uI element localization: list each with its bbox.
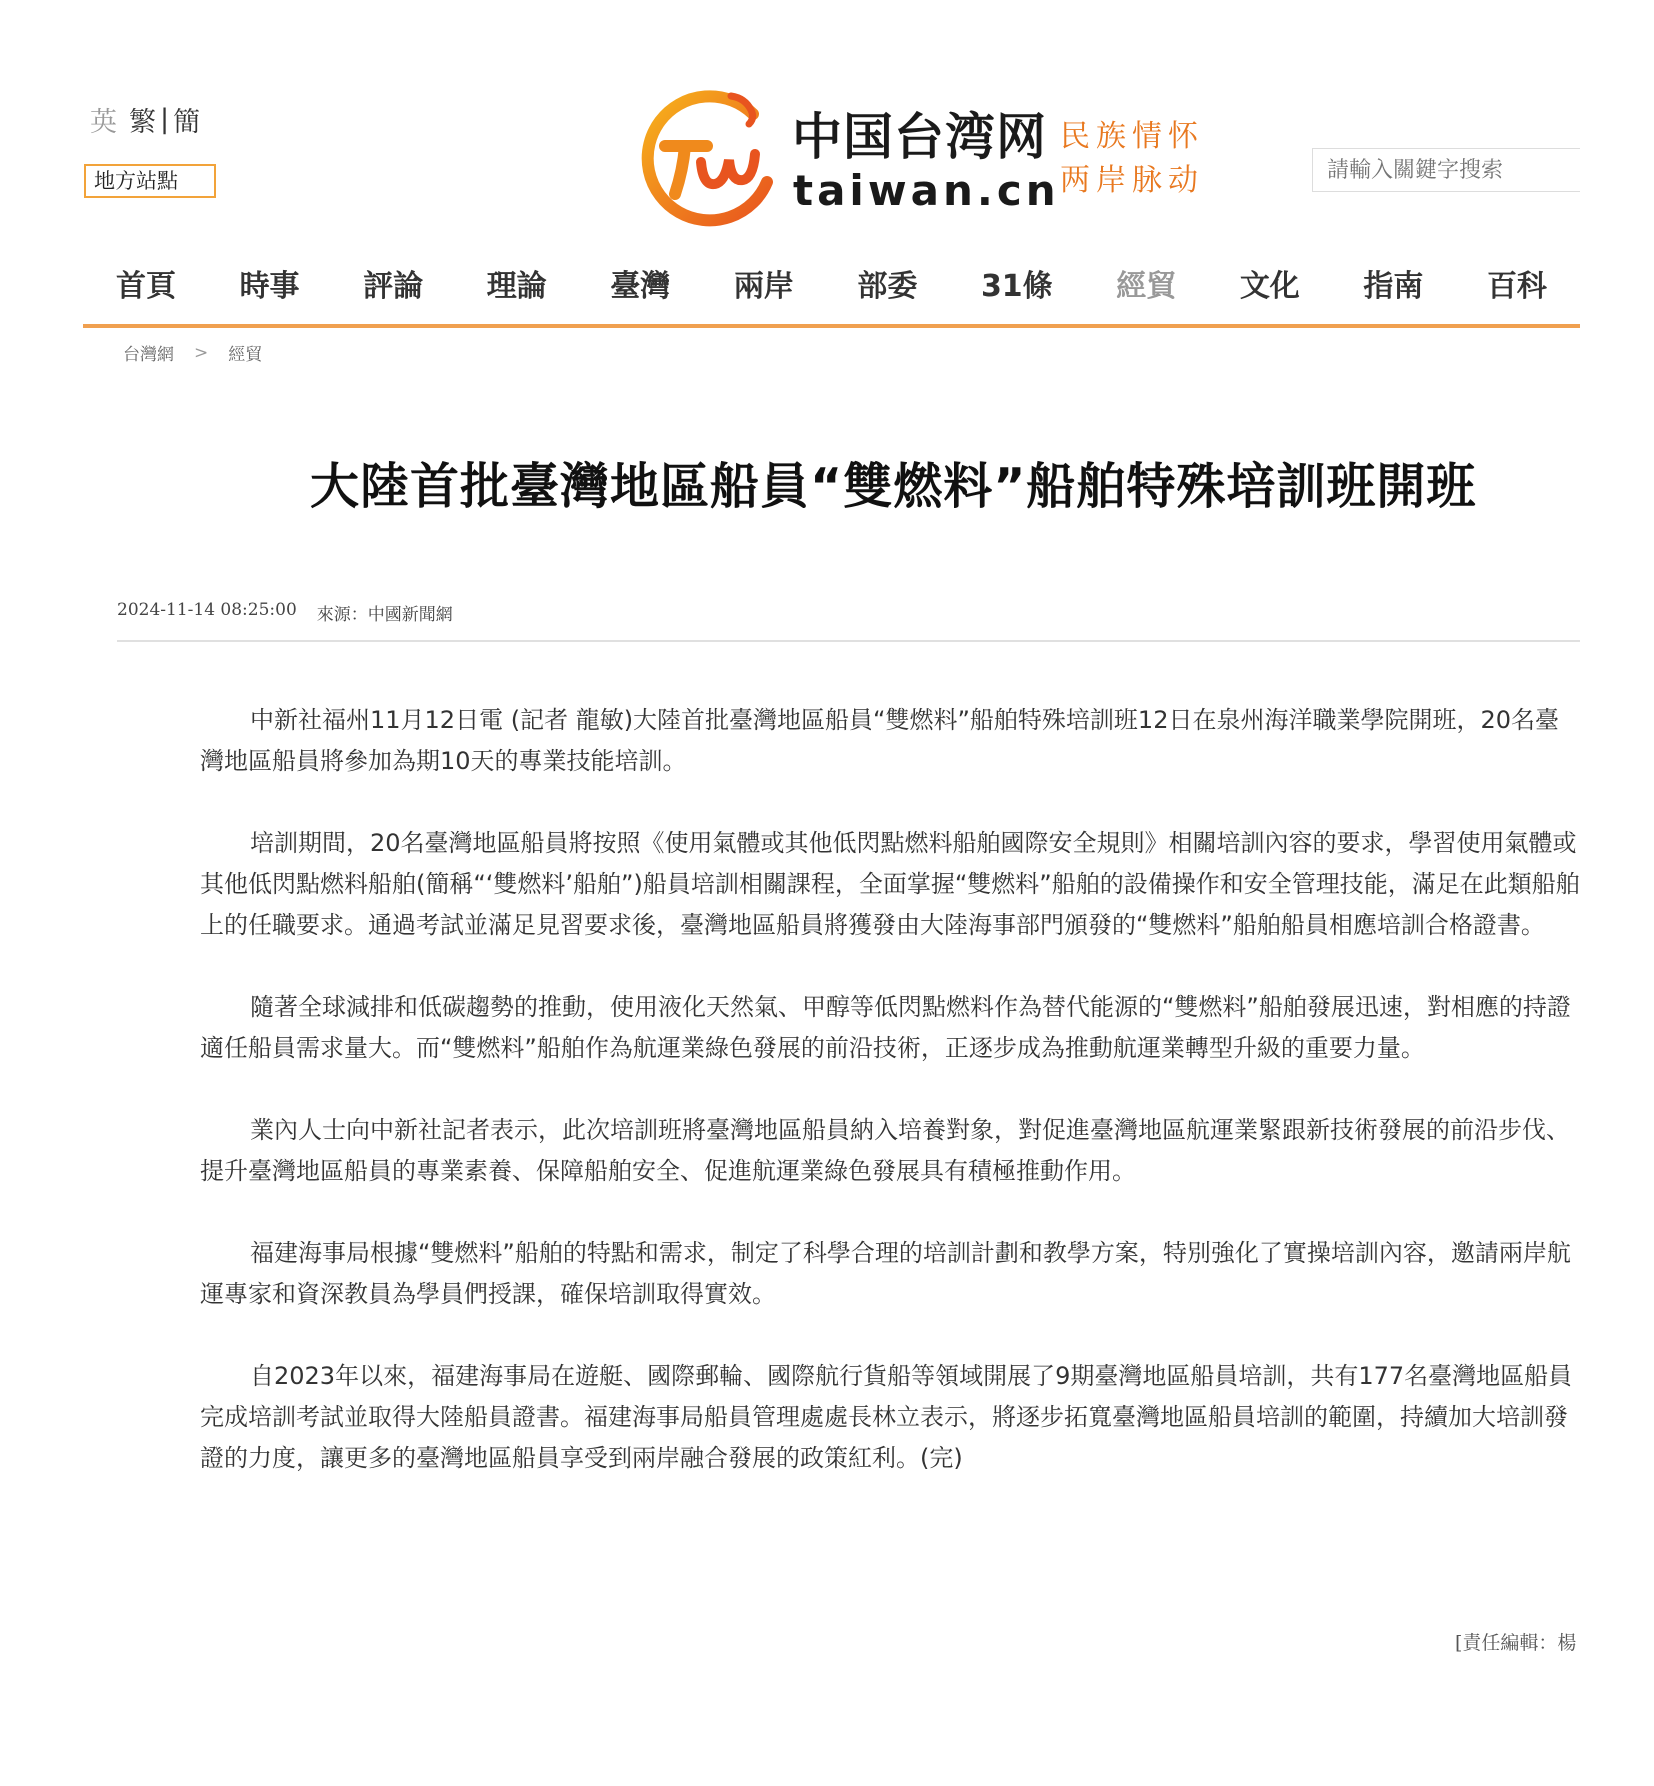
breadcrumb [123, 340, 262, 365]
article-paragraph: 隨著全球減排和低碳趨勢的推動，使用液化天然氣、甲醇等低閃點燃料作為替代能源的“雙燃料”船舶發展迅速，對相應的持證適任船員需求量大。而“雙燃料”船舶作為航運業綠色發展的前沿技術，正逐步成為推動航運業轉型升級的重要力量。 [200, 993, 1571, 1062]
article-paragraph: 福建海事局根據“雙燃料”船舶的特點和需求，制定了科學合理的培訓計劃和教學方案，特別強化了實操培訓內容，邀請兩岸航運專家和資深教員為學員們授課，確保培訓取得實效。 [200, 1239, 1571, 1308]
nav-item-theory[interactable]: 理論 [486, 269, 547, 304]
lang-simplified-link[interactable]: 簡 [173, 107, 201, 138]
language-switch [90, 100, 200, 139]
breadcrumb-current-link[interactable]: 經貿 [228, 345, 263, 365]
logo-slogan-line2: 两岸脉动 [1060, 163, 1204, 198]
nav-item-31-measures[interactable]: 31條 [980, 269, 1053, 304]
nav-item-home[interactable]: 首頁 [116, 269, 176, 304]
article-meta [117, 600, 453, 625]
article-source: 來源：中國新聞網 [316, 605, 453, 625]
site-logo[interactable] [635, 82, 1215, 232]
nav-divider [83, 324, 1580, 328]
lang-traditional-link[interactable]: 繁 [129, 107, 156, 138]
nav-item-encyclopedia[interactable]: 百科 [1486, 269, 1547, 304]
nav-item-commentary[interactable]: 評論 [363, 269, 424, 304]
search-input[interactable] [1312, 148, 1580, 192]
article-title: 大陸首批臺灣地區船員“雙燃料”船舶特殊培訓班開班 [310, 458, 1477, 515]
breadcrumb-home-link[interactable]: 台灣網 [123, 345, 174, 365]
article-datetime: 2024-11-14 08:25:00 [117, 600, 297, 620]
nav-item-guide[interactable]: 指南 [1363, 269, 1424, 304]
nav-item-cross-strait[interactable]: 兩岸 [733, 269, 794, 304]
lang-english-link[interactable]: 英 [90, 107, 117, 138]
local-sites-button[interactable]: 地方站點 [84, 164, 216, 198]
nav-item-taiwan[interactable]: 臺灣 [610, 269, 671, 304]
nav-item-culture[interactable]: 文化 [1239, 269, 1300, 304]
article-paragraph: 培訓期間，20名臺灣地區船員將按照《使用氣體或其他低閃點燃料船舶國際安全規則》相關培訓內容的要求，學習使用氣體或其他低閃點燃料船舶(簡稱“‘雙燃料’船舶”)船員培訓相關課程，全面掌握“雙燃料”船舶的設備操作和安全管理技能，滿足在此類船舶上的任職要求。通過考試並滿足見習要求後，臺灣地區船員將獲發由大陸海事部門頒發的“雙燃料”船舶船員相應培訓合格證書。 [200, 829, 1580, 939]
lang-separator: | [160, 104, 170, 135]
nav-item-economy-trade[interactable]: 經貿 [1116, 269, 1177, 304]
nav-item-current-affairs[interactable]: 時事 [239, 269, 300, 304]
article-paragraph: 中新社福州11月12日電 (記者 龍敏)大陸首批臺灣地區船員“雙燃料”船舶特殊培訓班12日在泉州海洋職業學院開班，20名臺灣地區船員將參加為期10天的專業技能培訓。 [200, 706, 1560, 775]
article-paragraph: 自2023年以來，福建海事局在遊艇、國際郵輪、國際航行貨船等領域開展了9期臺灣地區船員培訓，共有177名臺灣地區船員完成培訓考試並取得大陸船員證書。福建海事局船員管理處處長林立表示，將逐步拓寬臺灣地區船員培訓的範圍，持續加大培訓發證的力度，讓更多的臺灣地區船員享受到兩岸融合發展的政策紅利。(完) [200, 1362, 1573, 1472]
meta-divider [117, 640, 1580, 642]
article-editor: [責任編輯：楊 [1455, 1632, 1577, 1654]
logo-name-cn: 中国台湾网 [792, 108, 1047, 166]
taiwan-cn-logo-icon [635, 82, 785, 232]
logo-name-en: taiwan.cn [793, 166, 1060, 215]
main-nav [83, 262, 1580, 324]
nav-item-ministries[interactable]: 部委 [857, 269, 918, 304]
logo-slogan-line1: 民族情怀 [1060, 119, 1204, 154]
article-paragraph: 業內人士向中新社記者表示，此次培訓班將臺灣地區船員納入培養對象，對促進臺灣地區航運業緊跟新技術發展的前沿步伐、提升臺灣地區船員的專業素養、保障船舶安全、促進航運業綠色發展具有積極推動作用。 [200, 1116, 1570, 1185]
article-body [200, 700, 1580, 1520]
breadcrumb-chevron-icon: > [194, 342, 209, 363]
